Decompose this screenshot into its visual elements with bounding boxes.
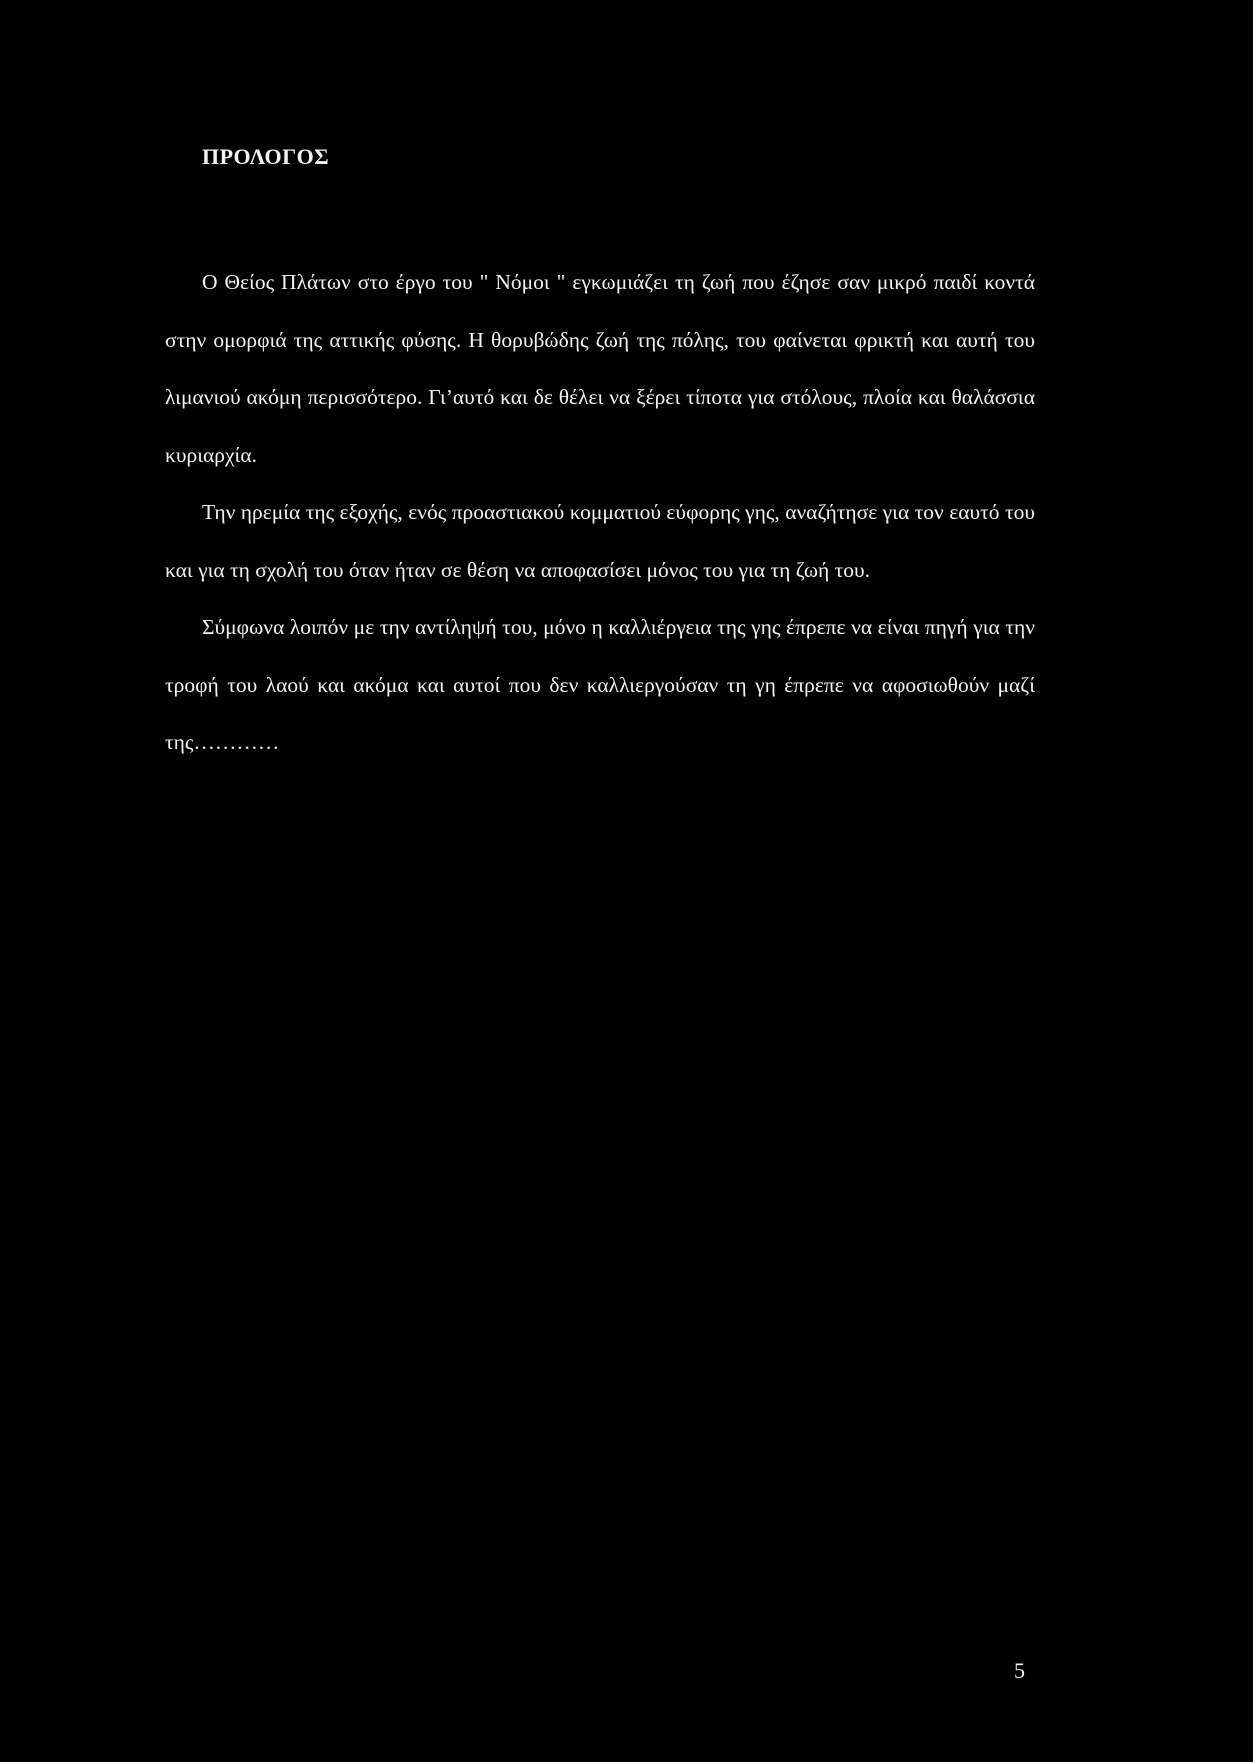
paragraph-1: Ο Θείος Πλάτων στο έργο του " Νόμοι " εγκωμιάζει τη ζωή που έζησε σαν μικρό παιδί κοντά στην ομορφιά της αττικής φύσης. Η θορυβώδης ζωή της πόλης, του φαίνεται φρικτή και αυτή του λιμανιού ακόμη περισσότερο. Γι’αυτό και δε θέλει να ξέρει τίποτα για στόλους, πλοία και θαλάσσια κυριαρχία. [165,270,1035,467]
paragraph-2: Την ηρεμία της εξοχής, ενός προαστιακού κομματιού εύφορης γης, αναζήτησε για τον εαυτό του και για τη σχολή του όταν ήταν σε θέση να αποφασίσει μόνος του για τη ζωή του. [165,500,1035,582]
document-body [165,254,1035,772]
page-number: 5 [1014,1658,1025,1683]
page-heading: ΠΡΟΛΟΓΟΣ [202,144,330,169]
paragraph-3: Σύμφωνα λοιπόν με την αντίληψή του, μόνο η καλλιέργεια της γης έπρεπε να είναι πηγή για την τροφή του λαού και ακόμα και αυτοί που δεν καλλιεργούσαν τη γη έπρεπε να αφοσιωθούν μαζί της………… [165,615,1035,754]
